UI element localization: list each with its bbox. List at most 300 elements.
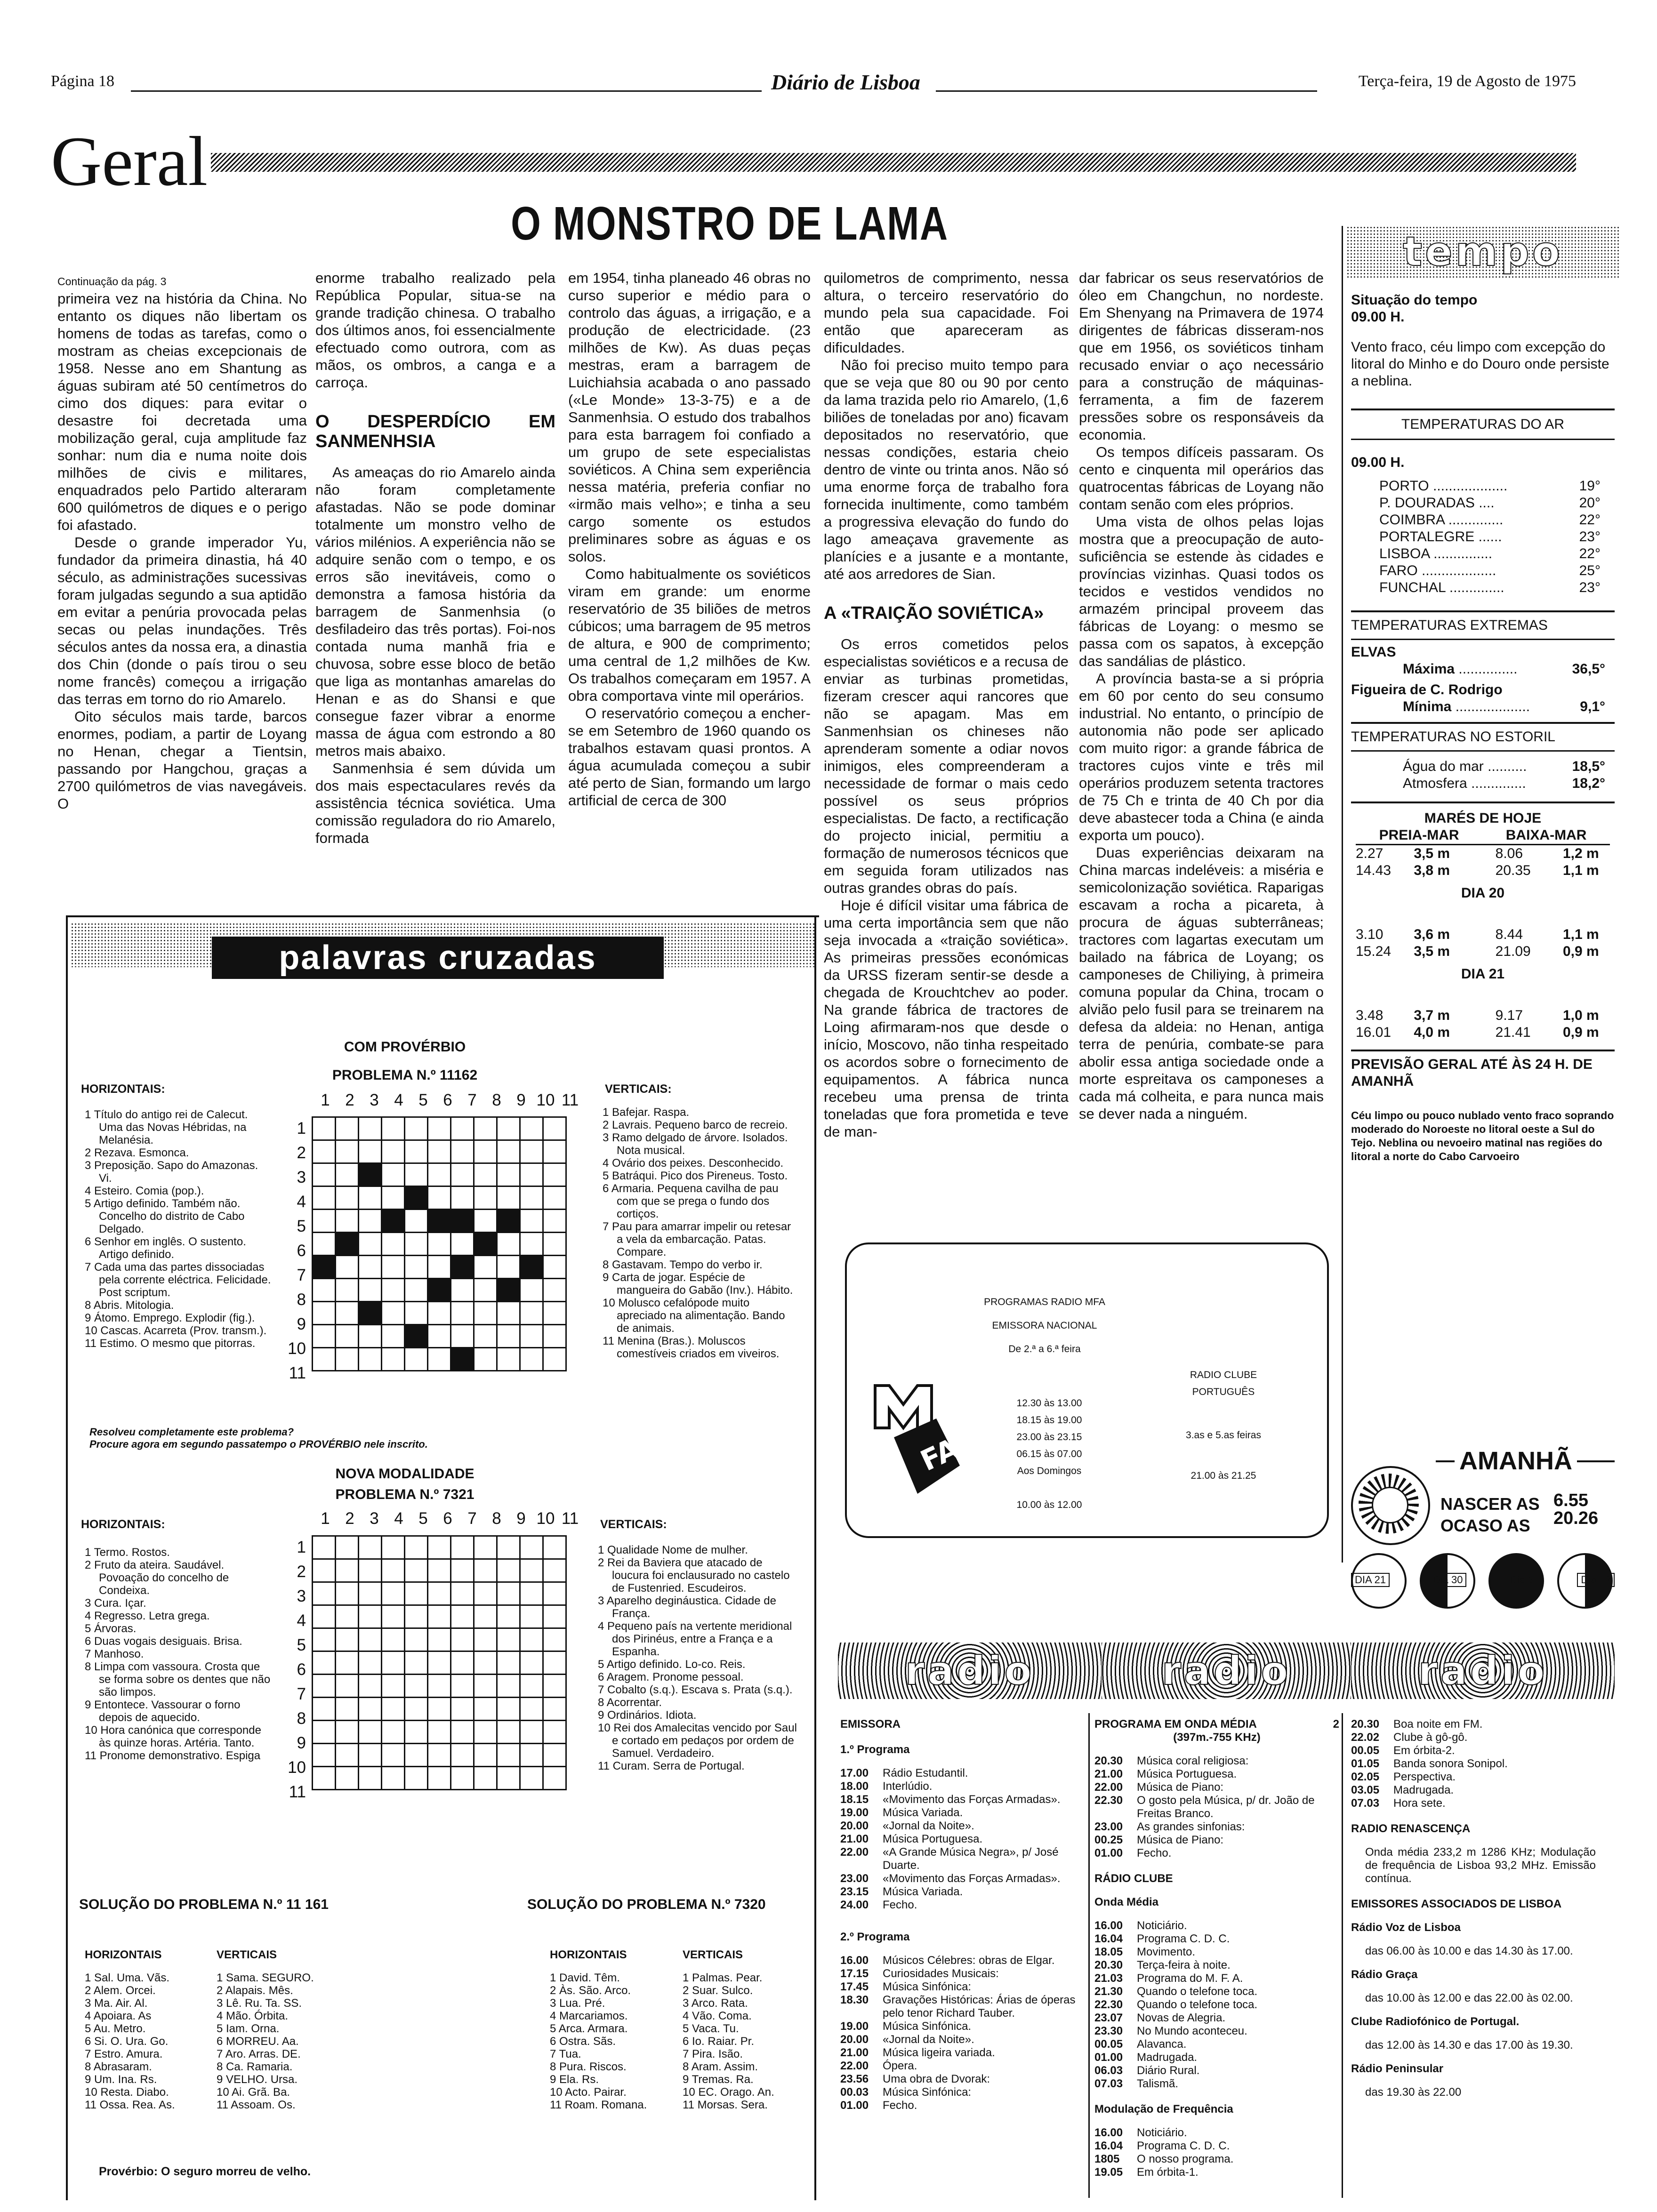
crossword-cell[interactable] xyxy=(497,1186,520,1210)
problem2-heading: NOVA MODALIDADE PROBLEMA N.º 7321 xyxy=(335,1466,475,1502)
crossword-cell[interactable] xyxy=(543,1279,566,1302)
crossword-cell[interactable] xyxy=(543,1651,566,1675)
crossword-cell[interactable] xyxy=(451,1140,474,1163)
crossword-cell[interactable] xyxy=(405,1582,428,1605)
article-column-3 xyxy=(568,269,811,809)
crossword-cell[interactable] xyxy=(359,1744,382,1767)
crossword-cell[interactable] xyxy=(382,1651,405,1675)
crossword-cell[interactable] xyxy=(497,1721,520,1744)
figueira-min: Mínima ................... 9,1° xyxy=(1403,699,1605,714)
crossword-cell[interactable] xyxy=(428,1675,451,1698)
crossword-cell[interactable] xyxy=(336,1302,359,1325)
crossword-cell[interactable] xyxy=(451,1721,474,1744)
mfa-program-box xyxy=(845,1242,1329,1538)
crossword-cell[interactable] xyxy=(474,1140,497,1163)
crossword-cell[interactable] xyxy=(520,1256,543,1279)
crossword-cell[interactable] xyxy=(497,1163,520,1186)
crossword-cell[interactable] xyxy=(451,1325,474,1348)
crossword-cell[interactable] xyxy=(497,1210,520,1233)
crossword-cell[interactable] xyxy=(474,1721,497,1744)
crossword-cell[interactable] xyxy=(382,1721,405,1744)
crossword-cell[interactable] xyxy=(497,1302,520,1325)
crossword-cell[interactable] xyxy=(359,1256,382,1279)
crossword-cell[interactable] xyxy=(359,1559,382,1582)
crossword-cell[interactable] xyxy=(313,1325,336,1348)
crossword-cell[interactable] xyxy=(313,1744,336,1767)
crossword-cell[interactable] xyxy=(451,1536,474,1559)
crossword-cell[interactable] xyxy=(336,1140,359,1163)
sea-temp: Água do mar .......... 18,5° xyxy=(1403,759,1605,774)
crossword-cell[interactable] xyxy=(313,1721,336,1744)
paragraph: em 1954, tinha planeado 46 obras no curso superior e médio para o controlo das águas, a irrigação, e a produção de electricidade. (23 milhões de Kw). As duas peças mestras, eram a barragem de Luichiahsia acabada o ano passado («Le Monde» 13-3-75) e a de Sanmenhsia. O estudo dos trabalhos para esta barragem foi confiado a um grupo de sete especialistas soviéticos. A China sem experiência nessa matéria, preferia confiar no «irmão mais velho»; e tinha a seu cargo somente os estudos preliminares sobre as águas e os solos. xyxy=(568,270,811,565)
crossword-cell[interactable] xyxy=(428,1605,451,1628)
crossword-cell[interactable] xyxy=(405,1536,428,1559)
crossword-cell[interactable] xyxy=(497,1651,520,1675)
crossword-cell[interactable] xyxy=(405,1348,428,1371)
solution2-heading: SOLUÇÃO DO PROBLEMA N.º 7320 xyxy=(527,1897,766,1912)
crossword-cell[interactable] xyxy=(405,1256,428,1279)
crossword-cell[interactable] xyxy=(543,1767,566,1790)
paragraph: primeira vez na história da China. No entanto os diques não libertam os homens de todas as tarefas, como o mostram as cheias excepcionais de 1958. Nesse ano em Shantung as águas subiram até 50 centímetros do cimo dos diques: para evitar o desastre foi decretada uma mobilização geral, cuja amplitude faz sonhar: num dia e numa noite dois milhões de civis e militares, enquadrados pelo Partido alteraram 600 quilómetros de diques e o perigo foi afastado. xyxy=(57,290,307,533)
crossword-cell[interactable] xyxy=(405,1675,428,1698)
crossword-cell[interactable] xyxy=(313,1256,336,1279)
temp-row: COIMBRA .............. 22° xyxy=(1379,512,1601,528)
page-number: Página 18 xyxy=(51,72,115,90)
crossword-cell[interactable] xyxy=(313,1186,336,1210)
crossword-cell[interactable] xyxy=(405,1186,428,1210)
crossword-title-box xyxy=(212,937,664,979)
p2-col-numbers: 1 2 3 4 5 6 7 8 9 10 11 xyxy=(321,1509,579,1528)
crossword-cell[interactable] xyxy=(543,1559,566,1582)
crossword-cell[interactable] xyxy=(405,1163,428,1186)
crossword-cell[interactable] xyxy=(313,1559,336,1582)
temp-row: LISBOA ............... 22° xyxy=(1379,546,1601,561)
crossword-cell[interactable] xyxy=(474,1536,497,1559)
crossword-cell[interactable] xyxy=(359,1302,382,1325)
crossword-cell[interactable] xyxy=(520,1279,543,1302)
crossword-grid-2[interactable] xyxy=(312,1535,567,1790)
crossword-cell[interactable] xyxy=(543,1721,566,1744)
crossword-cell[interactable] xyxy=(520,1210,543,1233)
crossword-cell[interactable] xyxy=(543,1117,566,1140)
p2-h-label: HORIZONTAIS: xyxy=(81,1518,165,1531)
crossword-cell[interactable] xyxy=(451,1117,474,1140)
problem1-heading: COM PROVÉRBIO PROBLEMA N.º 11162 xyxy=(332,1039,478,1083)
crossword-cell[interactable] xyxy=(428,1163,451,1186)
crossword-cell[interactable] xyxy=(382,1233,405,1256)
crossword-cell[interactable] xyxy=(382,1675,405,1698)
mfa-times: 12.30 às 13.00 18.15 às 19.00 23.00 às 23.15 06.15 às 07.00 Aos Domingos 10.00 às 12.00 xyxy=(1016,1398,1082,1510)
crossword-cell[interactable] xyxy=(474,1325,497,1348)
crossword-cell[interactable] xyxy=(382,1628,405,1651)
sunrise-label: NASCER AS xyxy=(1440,1494,1540,1514)
radio-title-2: radio xyxy=(1161,1648,1291,1694)
crossword-cell[interactable] xyxy=(359,1117,382,1140)
crossword-cell[interactable] xyxy=(359,1675,382,1698)
crossword-cell[interactable] xyxy=(359,1651,382,1675)
crossword-cell[interactable] xyxy=(336,1233,359,1256)
solution2-horizontal: HORIZONTAIS 1 David. Têm. 2 Às. São. Arco. 3 Lua. Pré. 4 Marcariamos. 5 Arca. Armara. 6 Ostra. Sãs. 7 Tua. 8 Pura. Riscos. 9 Ela. Rs. 10 Acto. Pairar. 11 Roam. Romana. xyxy=(550,1948,647,2111)
sunrise-time: 6.55 xyxy=(1553,1491,1588,1510)
crossword-cell[interactable] xyxy=(405,1233,428,1256)
crossword-cell[interactable] xyxy=(543,1605,566,1628)
crossword-cell[interactable] xyxy=(451,1744,474,1767)
crossword-cell[interactable] xyxy=(474,1744,497,1767)
crossword-cell[interactable] xyxy=(543,1698,566,1721)
crossword-cell[interactable] xyxy=(336,1651,359,1675)
crossword-cell[interactable] xyxy=(520,1233,543,1256)
crossword-cell[interactable] xyxy=(520,1140,543,1163)
crossword-cell[interactable] xyxy=(336,1210,359,1233)
paragraph: Sanmenhsia é sem dúvida um dos mais espectaculares revés da assistência técnica soviética. Uma comissão reguladora do rio Amarelo, formada xyxy=(315,760,555,846)
temp-row: FUNCHAL .............. 23° xyxy=(1379,580,1601,595)
crossword-cell[interactable] xyxy=(359,1536,382,1559)
crossword-cell[interactable] xyxy=(405,1605,428,1628)
crossword-cell[interactable] xyxy=(336,1582,359,1605)
crossword-cell[interactable] xyxy=(543,1582,566,1605)
crossword-cell[interactable] xyxy=(543,1186,566,1210)
crossword-cell[interactable] xyxy=(474,1628,497,1651)
crossword-cell[interactable] xyxy=(336,1117,359,1140)
crossword-cell[interactable] xyxy=(313,1536,336,1559)
crossword-cell[interactable] xyxy=(543,1325,566,1348)
crossword-cell[interactable] xyxy=(474,1279,497,1302)
crossword-cell[interactable] xyxy=(405,1628,428,1651)
crossword-cell[interactable] xyxy=(313,1675,336,1698)
crossword-cell[interactable] xyxy=(428,1559,451,1582)
svg-text:FA: FA xyxy=(916,1432,964,1478)
paragraph: Como habitualmente os soviéticos viram em grande: um enorme reservatório de 35 biliões de metros cúbicos; uma barragem de 95 metros de altura, e 900 de comprimento; uma central de 1,2 milhões de Kw. Os trabalhos começaram em 1957. A obra comportava vinte mil operários. xyxy=(568,566,811,704)
paragraph: A província basta-se a si própria em 60 por cento do seu consumo industrial. No entanto, o princípio de autonomia não pode ser aplicado com muito rigor: a grande fábrica de tractores cujos vinte e três mil operários produzem setenta tractores de 75 Ch e trinta de 40 Ch por dia deve abastecer toda a China (e ainda exporta um pouco). xyxy=(1079,670,1324,843)
crossword-cell[interactable] xyxy=(520,1721,543,1744)
elvas-max: Máxima ............... 36,5° xyxy=(1403,661,1605,677)
crossword-cell[interactable] xyxy=(520,1582,543,1605)
crossword-cell[interactable] xyxy=(497,1675,520,1698)
crossword-cell[interactable] xyxy=(313,1279,336,1302)
crossword-cell[interactable] xyxy=(474,1256,497,1279)
elvas-label: ELVAS xyxy=(1351,644,1396,660)
crossword-cell[interactable] xyxy=(520,1302,543,1325)
crossword-cell[interactable] xyxy=(428,1744,451,1767)
crossword-cell[interactable] xyxy=(382,1536,405,1559)
crossword-cell[interactable] xyxy=(405,1325,428,1348)
crossword-cell[interactable] xyxy=(336,1744,359,1767)
crossword-cell[interactable] xyxy=(428,1325,451,1348)
crossword-cell[interactable] xyxy=(520,1675,543,1698)
mfa-logo-icon xyxy=(866,1357,969,1499)
crossword-cell[interactable] xyxy=(428,1536,451,1559)
crossword-cell[interactable] xyxy=(520,1348,543,1371)
crossword-cell[interactable] xyxy=(382,1744,405,1767)
crossword-cell[interactable] xyxy=(382,1559,405,1582)
crossword-cell[interactable] xyxy=(474,1605,497,1628)
crossword-cell[interactable] xyxy=(451,1559,474,1582)
crossword-cell[interactable] xyxy=(474,1348,497,1371)
crossword-cell[interactable] xyxy=(382,1140,405,1163)
forecast-heading: PREVISÃO GERAL ATÉ ÀS 24 H. DE AMANHÃ xyxy=(1351,1057,1593,1089)
solution1-heading: SOLUÇÃO DO PROBLEMA N.º 11 161 xyxy=(79,1897,329,1912)
section-title: Geral xyxy=(51,122,208,200)
crossword-cell[interactable] xyxy=(382,1302,405,1325)
crossword-cell[interactable] xyxy=(359,1767,382,1790)
crossword-cell[interactable] xyxy=(474,1675,497,1698)
crossword-cell[interactable] xyxy=(359,1163,382,1186)
sunset-time: 20.26 xyxy=(1553,1508,1599,1528)
crossword-cell[interactable] xyxy=(405,1651,428,1675)
crossword-cell[interactable] xyxy=(474,1698,497,1721)
crossword-cell[interactable] xyxy=(543,1628,566,1651)
crossword-cell[interactable] xyxy=(382,1256,405,1279)
p1-horizontal-clues: 1 Título do antigo rei de Calecut. Uma das Novas Hébridas, na Melanésia. 2 Rezava. Esmonca. 3 Preposição. Sapo do Amazonas. Vi. 4 Esteiro. Comia (pop.). 5 Artigo definido. Também não. Concelho do distrito de Cabo Delgado. 6 Senhor em inglês. O sustento. Artigo definido. 7 Cada uma das partes dissociadas pela corrente eléctrica. Felicidade. Post scriptum. 8 Abris. Mitologia. 9 Átomo. Emprego. Explodir (fig.). 10 Cascas. Acarreta (Prov. transm.). 11 Estimo. O mesmo que pitorras. xyxy=(85,1108,271,1350)
paragraph: enorme trabalho realizado pela República Popular, situa-se na grande tradição chinesa. O trabalho dos últimos anos, foi essencialmente efectuado como outrora, com as mãos, os ombros, a canga e a carroça. xyxy=(315,270,555,391)
crossword-cell[interactable] xyxy=(428,1721,451,1744)
article-column-1 xyxy=(57,273,307,812)
crossword-cell[interactable] xyxy=(451,1256,474,1279)
crossword-cell[interactable] xyxy=(359,1279,382,1302)
crossword-cell[interactable] xyxy=(497,1559,520,1582)
crossword-cell[interactable] xyxy=(336,1605,359,1628)
crossword-cell[interactable] xyxy=(451,1767,474,1790)
crossword-cell[interactable] xyxy=(313,1140,336,1163)
crossword-cell[interactable] xyxy=(451,1698,474,1721)
crossword-cell[interactable] xyxy=(451,1210,474,1233)
crossword-cell[interactable] xyxy=(474,1210,497,1233)
crossword-cell[interactable] xyxy=(336,1348,359,1371)
crossword-cell[interactable] xyxy=(543,1675,566,1698)
crossword-cell[interactable] xyxy=(451,1348,474,1371)
crossword-cell[interactable] xyxy=(497,1628,520,1651)
crossword-cell[interactable] xyxy=(428,1767,451,1790)
situation-text: Vento fraco, céu limpo com excepção do litoral do Minho e do Douro onde persiste a neblina. xyxy=(1351,339,1609,389)
crossword-cell[interactable] xyxy=(405,1140,428,1163)
crossword-cell[interactable] xyxy=(313,1163,336,1186)
crossword-cell[interactable] xyxy=(451,1675,474,1698)
crossword-cell[interactable] xyxy=(497,1582,520,1605)
crossword-cell[interactable] xyxy=(428,1698,451,1721)
crossword-cell[interactable] xyxy=(313,1117,336,1140)
crossword-cell[interactable] xyxy=(359,1628,382,1651)
crossword-cell[interactable] xyxy=(451,1233,474,1256)
crossword-cell[interactable] xyxy=(336,1767,359,1790)
crossword-cell[interactable] xyxy=(405,1744,428,1767)
crossword-cell[interactable] xyxy=(451,1163,474,1186)
crossword-cell[interactable] xyxy=(474,1651,497,1675)
crossword-cell[interactable] xyxy=(336,1675,359,1698)
continuation-note: Continuação da pág. 3 xyxy=(57,275,167,288)
crossword-cell[interactable] xyxy=(497,1256,520,1279)
crossword-cell[interactable] xyxy=(336,1256,359,1279)
crossword-cell[interactable] xyxy=(497,1279,520,1302)
crossword-cell[interactable] xyxy=(382,1698,405,1721)
crossword-cell[interactable] xyxy=(520,1605,543,1628)
crossword-cell[interactable] xyxy=(451,1186,474,1210)
crossword-cell[interactable] xyxy=(359,1721,382,1744)
crossword-cell[interactable] xyxy=(451,1605,474,1628)
crossword-cell[interactable] xyxy=(359,1186,382,1210)
crossword-cell[interactable] xyxy=(359,1698,382,1721)
crossword-cell[interactable] xyxy=(382,1348,405,1371)
paragraph: Oito séculos mais tarde, barcos enormes, podiam, a partir de Loyang no Henan, chegar a Tientsin, passando por Hangchou, graças a 2700 quilómetros de vias navegáveis. O xyxy=(57,708,307,812)
crossword-cell[interactable] xyxy=(336,1628,359,1651)
crossword-cell[interactable] xyxy=(405,1302,428,1325)
crossword-cell[interactable] xyxy=(359,1233,382,1256)
crossword-cell[interactable] xyxy=(520,1628,543,1651)
crossword-cell[interactable] xyxy=(497,1348,520,1371)
crossword-cell[interactable] xyxy=(520,1325,543,1348)
crossword-cell[interactable] xyxy=(520,1767,543,1790)
crossword-cell[interactable] xyxy=(520,1559,543,1582)
article-column-4 xyxy=(824,269,1069,1140)
crossword-cell[interactable] xyxy=(497,1698,520,1721)
radio-column-2: PROGRAMA EM ONDA MÉDIA 2 (397m.-755 KHz) 20.30 Música coral religiosa: 21.00 Música Portuguesa. 22.00 Música de Piano: 22.30 O gosto pela Música, p/ dr. João de Freitas Branco. 23.00 As grandes sinfonias: 00.25 Música de Piano: 01.00 Fecho. RÁDIO CLUBE Onda Média 16.00 Noticiário. 16.04 Programa C. D. C. 18.05 Movimento. 20.30 Terça-feira à noite. 21.03 Programa do M. F. A. 21.30 Quando o telefone toca. 22.30 Quando o telefone toca. 23.07 Novas de Alegria. 23.30 No Mundo aconteceu. 00.05 Alavanca. 01.00 Madrugada. 06.03 Diário Rural. 07.03 Talismã. Modulação de Frequência 16.00 Noticiário. 16.04 Programa C. D. C. 1805 O nosso programa. 19.05 Em órbita-1. xyxy=(1094,1718,1339,2179)
moon-dates: DIA 21 Dia 30 Dia 5 Dia 12 xyxy=(1351,1573,1615,1587)
crossword-cell[interactable] xyxy=(313,1233,336,1256)
crossword-cell[interactable] xyxy=(336,1163,359,1186)
crossword-cell[interactable] xyxy=(497,1140,520,1163)
crossword-cell[interactable] xyxy=(405,1721,428,1744)
crossword-cell[interactable] xyxy=(359,1140,382,1163)
crossword-grid-1[interactable] xyxy=(312,1116,567,1371)
crossword-cell[interactable] xyxy=(428,1256,451,1279)
issue-date: Terça-feira, 19 de Agosto de 1975 xyxy=(1358,72,1576,90)
crossword-cell[interactable] xyxy=(336,1186,359,1210)
crossword-cell[interactable] xyxy=(382,1163,405,1186)
crossword-cell[interactable] xyxy=(497,1325,520,1348)
crossword-cell[interactable] xyxy=(428,1302,451,1325)
figueira-label: Figueira de C. Rodrigo xyxy=(1351,682,1503,697)
mfa-title: PROGRAMAS RADIO MFA xyxy=(984,1297,1105,1307)
tides-heading: MARÉS DE HOJE xyxy=(1424,810,1542,826)
crossword-cell[interactable] xyxy=(428,1186,451,1210)
crossword-cell[interactable] xyxy=(520,1744,543,1767)
crossword-cell[interactable] xyxy=(428,1348,451,1371)
p1-col-numbers: 1 2 3 4 5 6 7 8 9 10 11 xyxy=(321,1091,579,1109)
crossword-cell[interactable] xyxy=(359,1582,382,1605)
crossword-cell[interactable] xyxy=(474,1767,497,1790)
crossword-title: palavras cruzadas xyxy=(279,939,597,977)
crossword-cell[interactable] xyxy=(382,1767,405,1790)
crossword-cell[interactable] xyxy=(313,1767,336,1790)
crossword-cell[interactable] xyxy=(497,1233,520,1256)
crossword-cell[interactable] xyxy=(313,1582,336,1605)
crossword-cell[interactable] xyxy=(497,1117,520,1140)
crossword-cell[interactable] xyxy=(359,1348,382,1371)
radio-title-3: radio xyxy=(1418,1648,1548,1694)
crossword-cell[interactable] xyxy=(451,1628,474,1651)
crossword-cell[interactable] xyxy=(451,1582,474,1605)
crossword-cell[interactable] xyxy=(428,1140,451,1163)
crossword-cell[interactable] xyxy=(313,1348,336,1371)
crossword-cell[interactable] xyxy=(382,1279,405,1302)
crossword-cell[interactable] xyxy=(474,1163,497,1186)
crossword-cell[interactable] xyxy=(382,1117,405,1140)
solution1-horizontal: HORIZONTAIS 1 Sal. Uma. Vãs. 2 Alem. Orcei. 3 Ma. Air. Al. 4 Apoiara. As 5 Au. Metro. 6 Si. O. Ura. Go. 7 Estro. Amura. 8 Abrasaram. 9 Um. Ina. Rs. 10 Resta. Diabo. 11 Ossa. Rea. As. xyxy=(85,1948,175,2111)
crossword-cell[interactable] xyxy=(382,1582,405,1605)
crossword-cell[interactable] xyxy=(405,1767,428,1790)
crossword-cell[interactable] xyxy=(359,1210,382,1233)
crossword-cell[interactable] xyxy=(474,1302,497,1325)
crossword-cell[interactable] xyxy=(405,1279,428,1302)
crossword-cell[interactable] xyxy=(382,1605,405,1628)
crossword-cell[interactable] xyxy=(428,1582,451,1605)
crossword-cell[interactable] xyxy=(336,1698,359,1721)
crossword-cell[interactable] xyxy=(451,1302,474,1325)
crossword-cell[interactable] xyxy=(313,1210,336,1233)
crossword-cell[interactable] xyxy=(520,1186,543,1210)
crossword-cell[interactable] xyxy=(543,1210,566,1233)
weather-title: tempo xyxy=(1403,228,1563,275)
crossword-cell[interactable] xyxy=(543,1233,566,1256)
radio-banner xyxy=(838,1643,1615,1699)
crossword-cell[interactable] xyxy=(520,1163,543,1186)
crossword-cell[interactable] xyxy=(428,1210,451,1233)
crossword-cell[interactable] xyxy=(497,1536,520,1559)
crossword-cell[interactable] xyxy=(474,1559,497,1582)
crossword-cell[interactable] xyxy=(543,1744,566,1767)
crossword-cell[interactable] xyxy=(451,1279,474,1302)
temp-row: PORTO ................... 19° xyxy=(1379,478,1601,494)
crossword-cell[interactable] xyxy=(382,1210,405,1233)
crossword-cell[interactable] xyxy=(474,1233,497,1256)
crossword-cell[interactable] xyxy=(497,1605,520,1628)
crossword-cell[interactable] xyxy=(313,1628,336,1651)
crossword-cell[interactable] xyxy=(336,1279,359,1302)
crossword-cell[interactable] xyxy=(451,1651,474,1675)
paragraph: Desde o grande imperador Yu, fundador da primeira dinastia, há 40 século, as administrações sucessivas foram julgadas segundo a sua aptidão em evitar a penúria provocada pelas secas ou pelas inundações. Três séculos antes da nossa era, a dinastia dos Chin (donde o país tirou o seu nome francês) começou a irrigação das terras em torno do rio Amarelo. xyxy=(57,534,307,707)
crossword-cell[interactable] xyxy=(474,1186,497,1210)
crossword-cell[interactable] xyxy=(520,1651,543,1675)
crossword-cell[interactable] xyxy=(313,1698,336,1721)
crossword-cell[interactable] xyxy=(543,1348,566,1371)
crossword-cell[interactable] xyxy=(497,1767,520,1790)
crossword-cell[interactable] xyxy=(497,1744,520,1767)
crossword-cell[interactable] xyxy=(428,1117,451,1140)
crossword-cell[interactable] xyxy=(543,1140,566,1163)
crossword-cell[interactable] xyxy=(313,1651,336,1675)
crossword-cell[interactable] xyxy=(382,1325,405,1348)
crossword-cell[interactable] xyxy=(520,1117,543,1140)
crossword-cell[interactable] xyxy=(336,1559,359,1582)
crossword-cell[interactable] xyxy=(543,1256,566,1279)
crossword-cell[interactable] xyxy=(428,1233,451,1256)
crossword-cell[interactable] xyxy=(474,1582,497,1605)
air-temps-list xyxy=(1351,471,1615,596)
crossword-cell[interactable] xyxy=(405,1117,428,1140)
crossword-cell[interactable] xyxy=(336,1721,359,1744)
crossword-cell[interactable] xyxy=(382,1186,405,1210)
crossword-cell[interactable] xyxy=(428,1279,451,1302)
crossword-cell[interactable] xyxy=(428,1628,451,1651)
crossword-cell[interactable] xyxy=(428,1651,451,1675)
crossword-cell[interactable] xyxy=(359,1325,382,1348)
crossword-cell[interactable] xyxy=(313,1302,336,1325)
crossword-cell[interactable] xyxy=(543,1536,566,1559)
crossword-cell[interactable] xyxy=(313,1605,336,1628)
crossword-cell[interactable] xyxy=(474,1117,497,1140)
crossword-cell[interactable] xyxy=(405,1698,428,1721)
crossword-cell[interactable] xyxy=(520,1698,543,1721)
crossword-cell[interactable] xyxy=(336,1325,359,1348)
crossword-cell[interactable] xyxy=(405,1559,428,1582)
crossword-cell[interactable] xyxy=(543,1163,566,1186)
crossword-cell[interactable] xyxy=(359,1605,382,1628)
article-column-2 xyxy=(315,269,555,847)
crossword-cell[interactable] xyxy=(336,1536,359,1559)
crossword-cell[interactable] xyxy=(520,1536,543,1559)
air-temp: Atmosfera .............. 18,2° xyxy=(1403,776,1605,791)
crossword-cell[interactable] xyxy=(405,1210,428,1233)
crossword-cell[interactable] xyxy=(543,1302,566,1325)
